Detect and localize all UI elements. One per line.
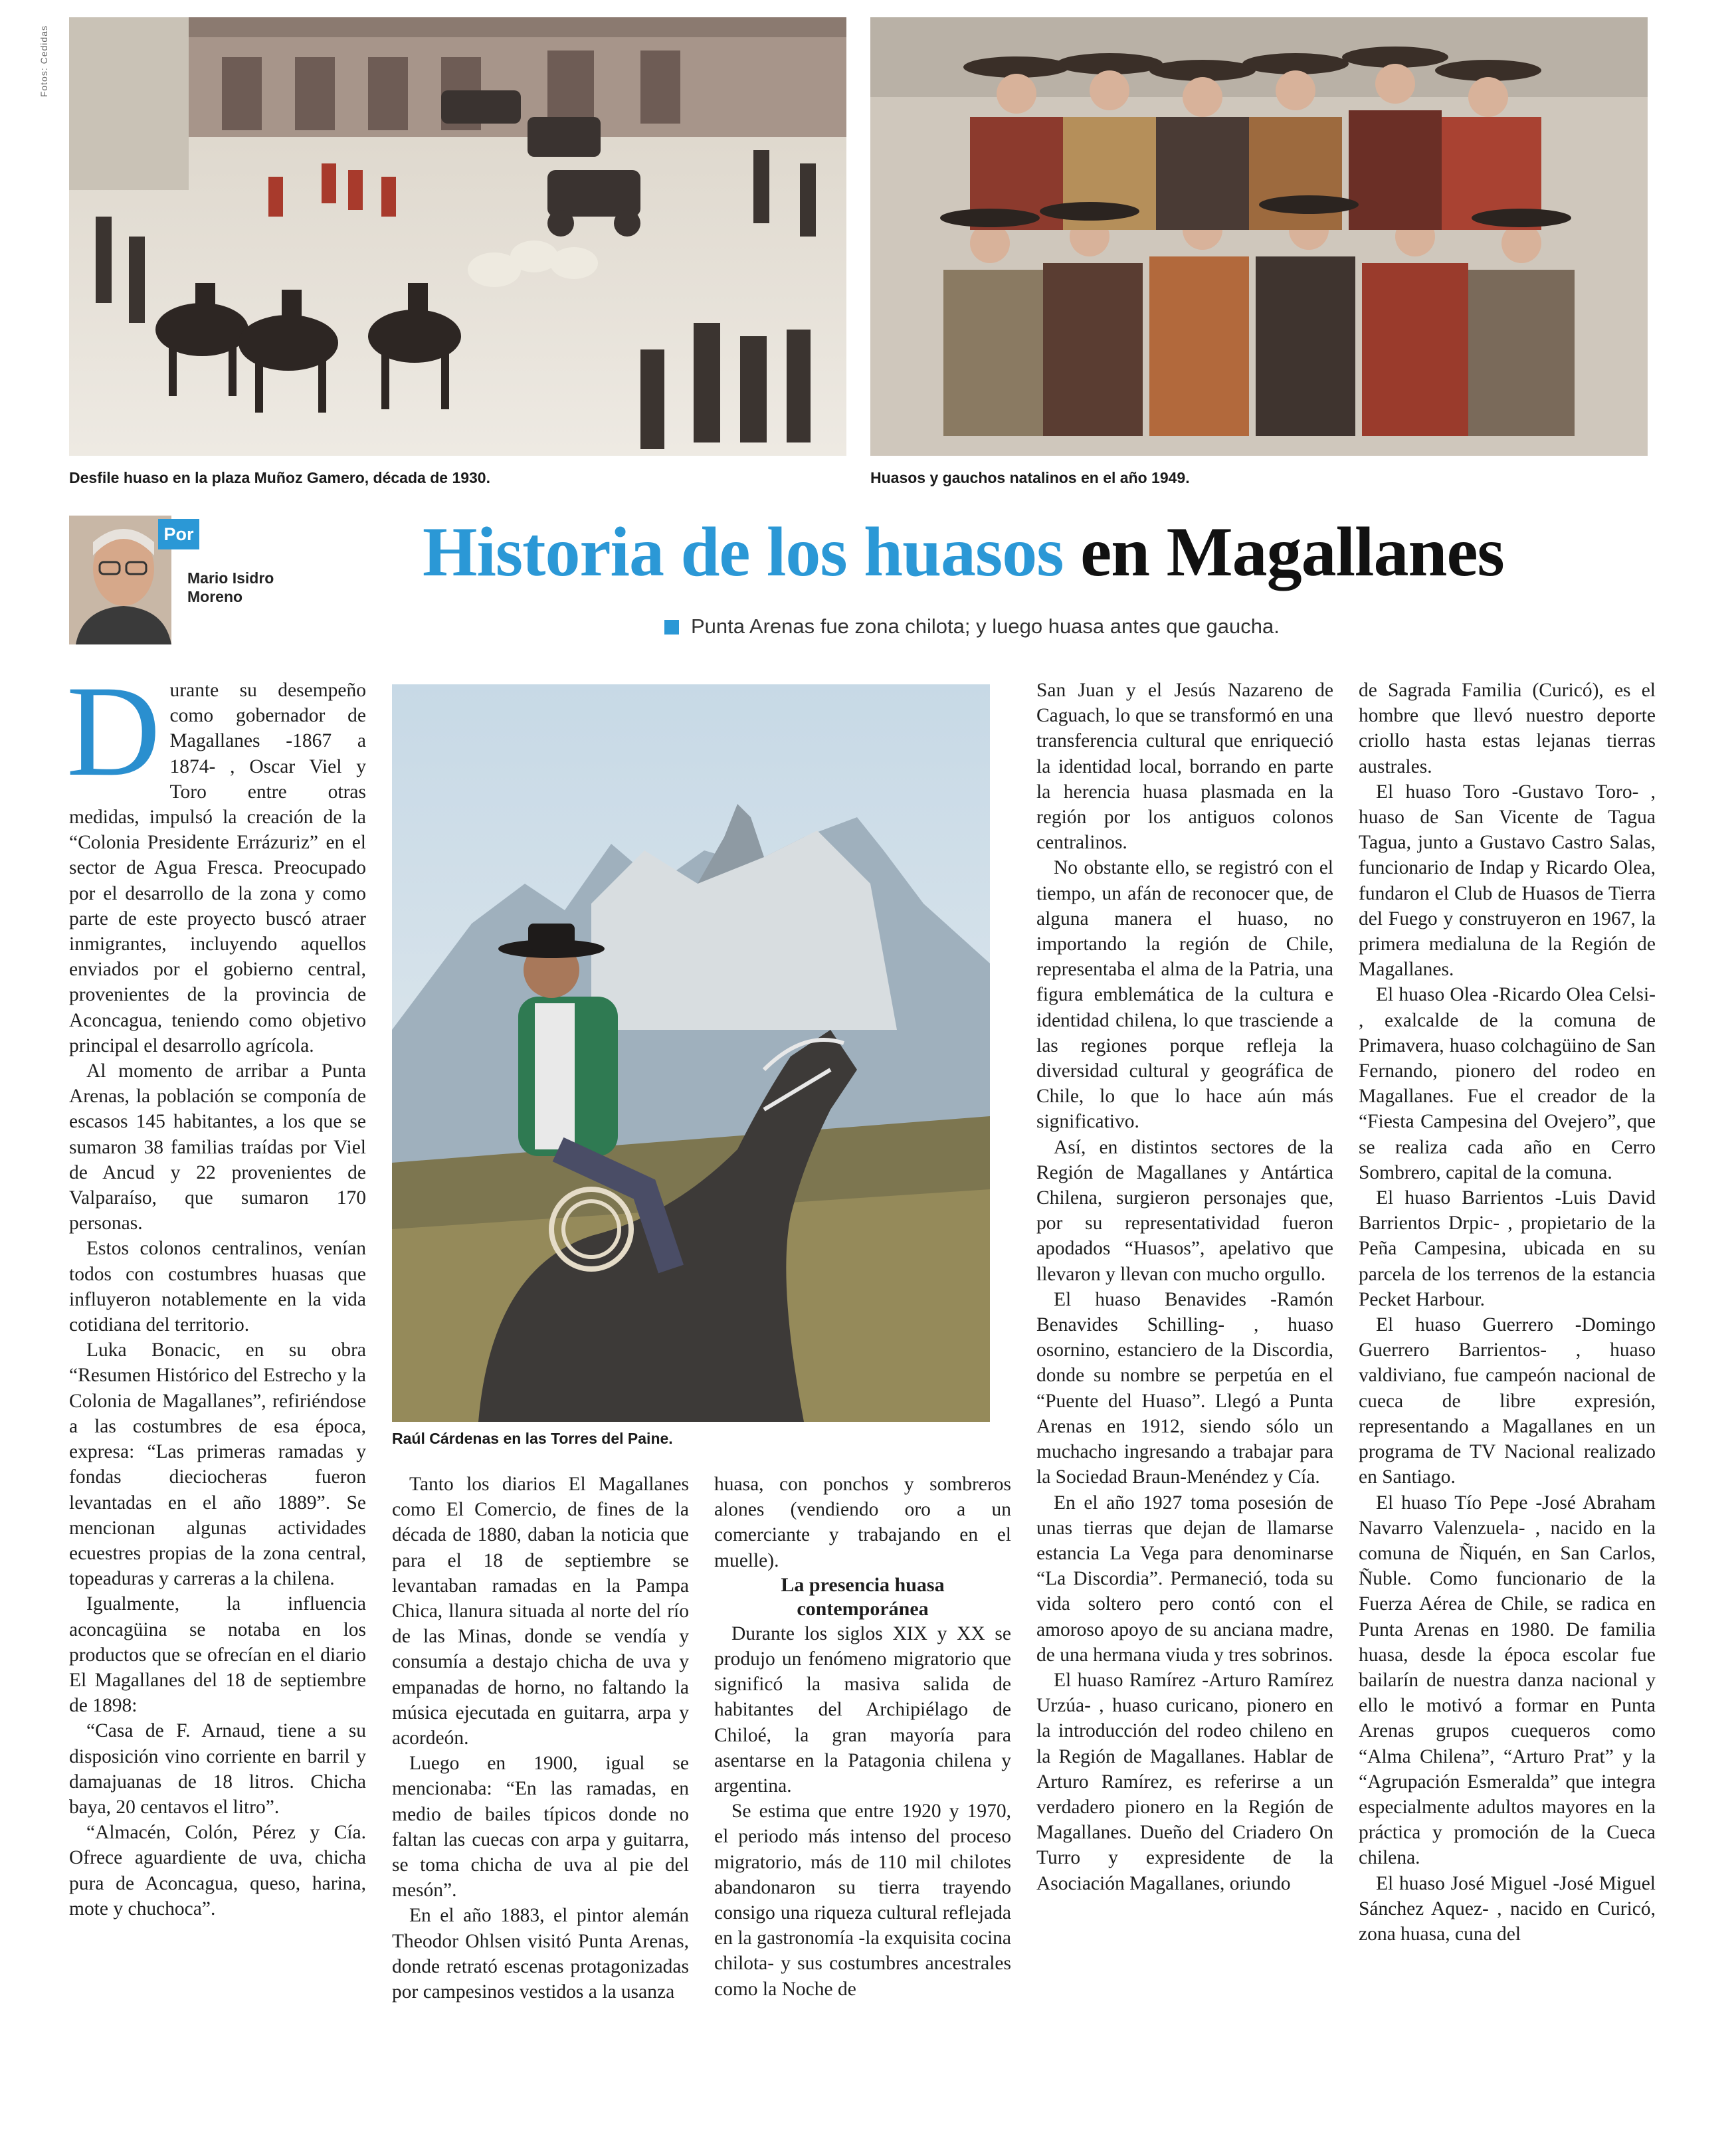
paragraph: El huaso Olea -Ricardo Olea Celsi- , exalcalde de la comuna de Primavera, huaso colchagüino de San Fernando, pionero del rodeo en Magallanes. Fue el creador de la “Fiesta Campesina del Ovejero”, que se realiza cada año en Cerro Sombrero, capital de la comuna. xyxy=(1359,984,1656,1183)
author-portrait xyxy=(69,516,171,644)
parade-photo xyxy=(69,17,846,456)
parade-photo-caption: Desfile huaso en la plaza Muñoz Gamero, década de 1930. xyxy=(69,469,490,486)
paragraph: No obstante ello, se registró con el tiempo, un afán de reconocer que, de alguna manera el huaso, no importando la región de Chile, representaba el alma de la Patria, una figura emblemática de la cultura e identidad chilena, lo que trasciende a las regiones porque refleja la diversidad cultural y geográfica de Chile, lo que lo hace aún más significativo. xyxy=(1036,857,1333,1133)
paragraph: Se estima que entre 1920 y 1970, el periodo más intenso del proceso migratorio, más de 110 mil chilotes abandonaron su tierra trayendo consigo una riqueza cultural reflejada en la gastronomía -la exquisita cocina chilota- y sus costumbres ancestrales como la Noche de xyxy=(714,1801,1011,2000)
paragraph: de Sagrada Familia (Curicó), es el hombre que llevó nuestro deporte criollo hasta estas lejanas tierras australes. xyxy=(1359,680,1656,777)
paragraph: Al momento de arribar a Punta Arenas, la población se componía de escasos 145 habitantes, a los que se sumaron 38 familias traídas por Viel de Ancud y 22 provenientes de Valparaíso, que sumaron 170 personas. xyxy=(69,1060,366,1234)
headline-part-1: Historia de los huasos xyxy=(423,513,1064,591)
deck-bullet-icon xyxy=(664,620,679,635)
headline-part-2: en Magallanes xyxy=(1080,513,1504,591)
body-column-2 xyxy=(392,1472,689,2005)
deck-text: Punta Arenas fue zona chilota; y luego huasa antes que gaucha. xyxy=(691,615,1280,638)
paragraph: El huaso Toro -Gustavo Toro- , huaso de San Vicente de Tagua Tagua, junto a Gustavo Castro Salas, funcionario de Indap y Ricardo Olea, fundaron el Club de Huasos de Tierra del Fuego y construyeron en 1967, la primera medialuna de la Región de Magallanes. xyxy=(1359,781,1656,981)
paragraph: San Juan y el Jesús Nazareno de Caguach, lo que se transformó en una transferencia cultural que enriqueció la identidad local, borrando en parte la herencia huasa plasmada en la región por los antiguos colonos centralinos. xyxy=(1036,680,1333,854)
body-column-5 xyxy=(1359,678,1656,1947)
section-subhead: La presencia huasa contemporánea xyxy=(781,1573,945,1620)
paragraph: Tanto los diarios El Magallanes como El Comercio, de fines de la década de 1880, daban la noticia que para el 18 de septiembre se levantaban ramadas en la Pampa Chica, llanura situada al norte del río de las Minas, donde se vendía y consumía a destajo chicha de uva y empanadas de horno, no faltando la música ejecutada en guitarra, arpa y acordeón. xyxy=(392,1474,689,1749)
byline-author xyxy=(187,569,274,606)
body-column-4 xyxy=(1036,678,1333,1896)
group-photo xyxy=(870,17,1648,456)
author-line-2: Moreno xyxy=(187,588,243,605)
rider-photo xyxy=(392,684,990,1422)
paragraph: Igualmente, la influencia aconcagüina se notaba en los productos que se ofrecían en el diario El Magallanes del 18 de septiembre de 1898: xyxy=(69,1593,366,1717)
group-photo-caption: Huasos y gauchos natalinos en el año 1949. xyxy=(870,469,1190,486)
paragraph: Durante los siglos XIX y XX se produjo un fenómeno migratorio que significó la masiva salida de habitantes del Archipiélago de Chiloé, la gran mayoría para asentarse en la Patagonia chilena y argentina. xyxy=(714,1622,1011,1797)
paragraph: El huaso Guerrero -Domingo Guerrero Barrientos- , huaso valdiviano, fue campeón nacional de cueca de libre expresión, representando a Magallanes en un programa de TV Nacional realizado en Santiago. xyxy=(1359,1314,1656,1488)
paragraph-text: urante su desempeño como gobernador de Magallanes -1867 a 1874- , Oscar Viel y Toro entre otras medidas, impulsó la creación de la “Colonia Presidente Errázuriz” en el sector de Agua Fresca. Preocupado por el desarrollo de la zona y como parte de este proyecto buscó atraer inmigrantes, incluyendo aquellos enviados por el gobierno central, provenientes de la provincia de Aconcagua, teniendo como objetivo principal el desarrollo agrícola. xyxy=(69,680,366,1056)
byline-por-badge: Por xyxy=(158,519,199,549)
paragraph: Así, en distintos sectores de la Región de Magallanes y Antártica Chilena, surgieron personajes que, por su representatividad fueron apodados “Huasos”, apelativo que llevaron y llevan con mucho orgullo. xyxy=(1036,1136,1333,1285)
paragraph: El huaso Barrientos -Luis David Barrientos Drpic- , propietario de la Peña Campesina, ubicada en su parcela de los terrenos de la estancia Pecket Harbour. xyxy=(1359,1187,1656,1310)
dropcap: D xyxy=(66,659,161,803)
paragraph: huasa, con ponchos y sombreros alones (vendiendo oro a un comerciante y trabajando en el muelle). xyxy=(714,1474,1011,1571)
paragraph: “Casa de F. Arnaud, tiene a su disposición vino corriente en barril y damajuanas de 18 litros. Chicha baya, 20 centavos el litro”. xyxy=(69,1720,366,1818)
rider-illustration xyxy=(392,684,990,1422)
photo-credit: Fotos: Cedidas xyxy=(39,25,49,98)
paragraph: Estos colonos centralinos, venían todos con costumbres huasas que influyeron notablemente en la vida cotidiana del territorio. xyxy=(69,1238,366,1336)
paragraph: El huaso Tío Pepe -José Abraham Navarro Valenzuela- , nacido en la comuna de Ñiquén, en San Carlos, Ñuble. Como funcionario de la Fuerza Aérea de Chile, se radica en Punta Arenas en 1980. De familia huasa, desde la época escolar fue bailarín de nuestra danza nacional y ello le motivó a formar en Punta Arenas grupos cuequeros como “Alma Chilena”, “Arturo Prat” y la “Agrupación Esmeralda” que integra especialmente adultos mayores en la práctica y promoción de la Cueca chilena. xyxy=(1359,1492,1656,1869)
group-illustration xyxy=(870,17,1648,456)
body-column-1 xyxy=(66,659,366,1921)
paragraph: “Almacén, Colón, Pérez y Cía. Ofrece aguardiente de uva, chicha pura de Aconcagua, queso, harina, mote y chuchoca”. xyxy=(69,1822,366,1919)
deck xyxy=(664,615,1280,638)
paragraph: En el año 1883, el pintor alemán Theodor Ohlsen visitó Punta Arenas, donde retrató escenas protagonizadas por campesinos vestidos a la usanza xyxy=(392,1905,689,2003)
paragraph: Luego en 1900, igual se mencionaba: “En las ramadas, en medio de bailes típicos donde no faltan las cuecas con arpa y guitarra, se toma chicha de uva al pie del mesón”. xyxy=(392,1753,689,1902)
paragraph: El huaso Benavides -Ramón Benavides Schilling- , huaso osornino, estanciero de la Discordia, donde su nombre se perpetúa en el “Puente del Huaso”. Llegó a Punta Arenas en 1912, siendo sólo un muchacho ingresando a trabajar para la Sociedad Braun-Menéndez y Cía. xyxy=(1036,1288,1333,1488)
rider-photo-caption: Raúl Cárdenas en las Torres del Paine. xyxy=(392,1430,673,1447)
parade-illustration xyxy=(69,17,846,456)
author-illustration xyxy=(69,516,171,644)
paragraph: Luka Bonacic, en su obra “Resumen Histórico del Estrecho y la Colonia de Magallanes”, refiriéndose a las costumbres de esa época, expresa: “Las primeras ramadas y fondas dieciocheras fueron levantadas en el año 1889”. Se mencionan algunas actividades ecuestres propias de la zona central, topeaduras y carreras a la chilena. xyxy=(69,1339,366,1590)
headline xyxy=(423,512,1504,593)
body-column-3 xyxy=(714,1472,1011,2002)
paragraph-with-dropcap xyxy=(66,659,366,1058)
paragraph: El huaso Ramírez -Arturo Ramírez Urzúa- , huaso curicano, pionero en la introducción del rodeo chileno en la Región de Magallanes. Hablar de Arturo Ramírez, es referirse a un verdadero pionero en la Región de Magallanes. Dueño del Criadero On Turro y expresidente de la Asociación Magallanes, oriundo xyxy=(1036,1669,1333,1894)
paragraph: En el año 1927 toma posesión de unas tierras que dejan de llamarse estancia La Vega para denominarse “La Discordia”. Permaneció, toda su vida soltero pero contó con el amoroso apoyo de su anciana madre, de una hermana viuda y tres sobrinos. xyxy=(1036,1492,1333,1666)
author-line-1: Mario Isidro xyxy=(187,569,274,587)
paragraph: El huaso José Miguel -José Miguel Sánchez Aquez- , nacido en Curicó, zona huasa, cuna del xyxy=(1359,1872,1656,1945)
